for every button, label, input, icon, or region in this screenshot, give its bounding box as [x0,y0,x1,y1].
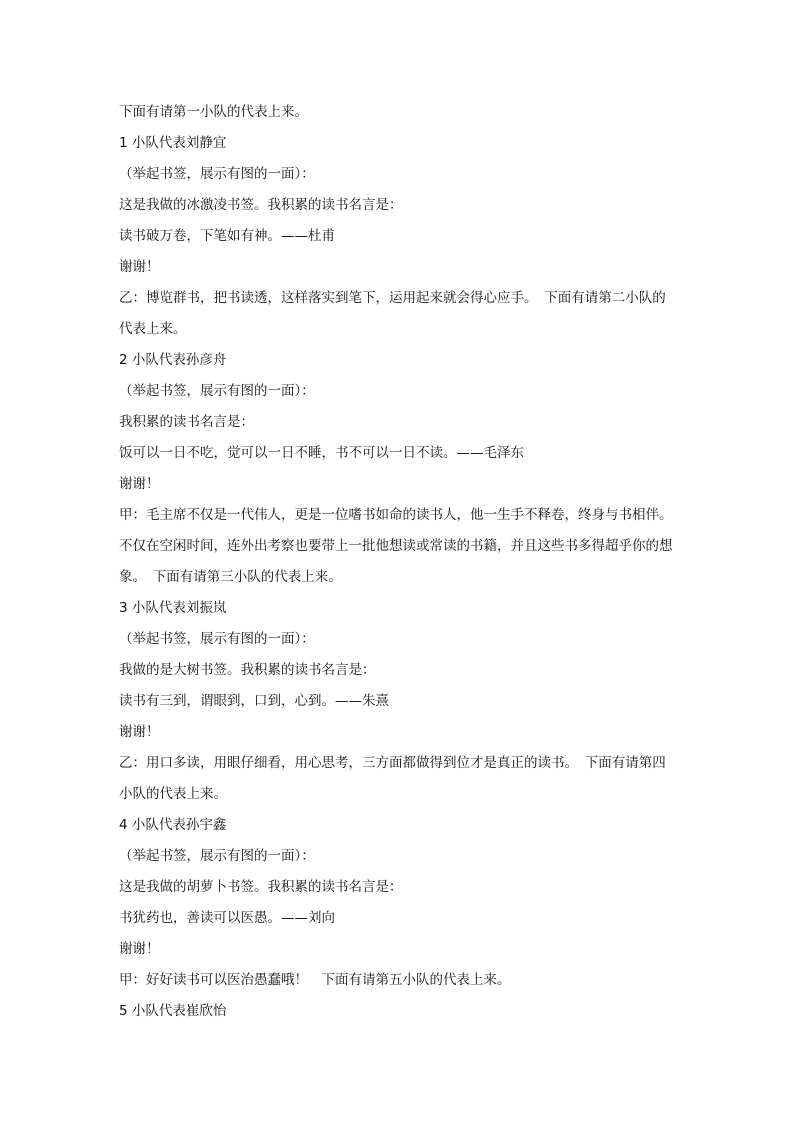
team-1-representative: 1 小队代表刘静宜 [119,135,227,151]
thanks: 谢谢！ [119,724,160,740]
stage-direction: （举起书签，展示有图的一面）： [119,166,315,182]
thanks: 谢谢！ [119,941,160,957]
team-2-representative: 2 小队代表孙彦舟 [119,352,227,368]
thanks: 谢谢！ [119,476,160,492]
thanks: 谢谢！ [119,259,160,275]
stage-direction: （举起书签，展示有图的一面）： [119,848,315,864]
host-yi-comment-1: 乙：博览群书，把书读透，这样落实到笔下，运用起来就会得心应手。 下面有请第二小队的代表上来。 [119,290,666,337]
stage-direction: （举起书签，展示有图的一面）： [119,383,315,399]
quote-liuxiang: 书犹药也，善读可以医愚。——刘向 [119,910,335,926]
team-4-representative: 4 小队代表孙宇鑫 [119,817,227,833]
bookmark-description: 这是我做的冰激凌书签。我积累的读书名言是： [119,197,403,213]
paragraph-intro-team-1: 下面有请第一小队的代表上来。 [119,104,308,120]
team-3-representative: 3 小队代表刘振岚 [119,600,227,616]
host-jia-comment-1: 甲：毛主席不仅是一代伟人，更是一位嗜书如命的读书人，他一生手不释卷，终身与书相伴。不仅在空闲时间，连外出考察也要带上一批他想读或常读的书籍，并且这些书多得超乎你的想象。 下面有请第三小队的代表上来。 [119,507,673,585]
quote-maozedong: 饭可以一日不吃，觉可以一日不睡，书不可以一日不读。——毛泽东 [119,445,524,461]
bookmark-description: 我积累的读书名言是： [119,414,254,430]
bookmark-description: 我做的是大树书签。我积累的读书名言是： [119,662,376,678]
stage-direction: （举起书签，展示有图的一面）： [119,631,315,647]
team-5-representative: 5 小队代表崔欣怡 [119,1003,227,1019]
quote-zhuxi: 读书有三到，谓眼到，口到，心到。——朱熹 [119,693,389,709]
host-yi-comment-2: 乙：用口多读，用眼仔细看，用心思考，三方面都做得到位才是真正的读书。 下面有请第四小队的代表上来。 [119,755,666,802]
host-jia-comment-2: 甲：好好读书可以医治愚蠢哦！ 下面有请第五小队的代表上来。 [119,972,511,988]
bookmark-description: 这是我做的胡萝卜书签。我积累的读书名言是： [119,879,403,895]
quote-dufu: 读书破万卷，下笔如有神。——杜甫 [119,228,335,244]
document-body [119,97,679,1027]
